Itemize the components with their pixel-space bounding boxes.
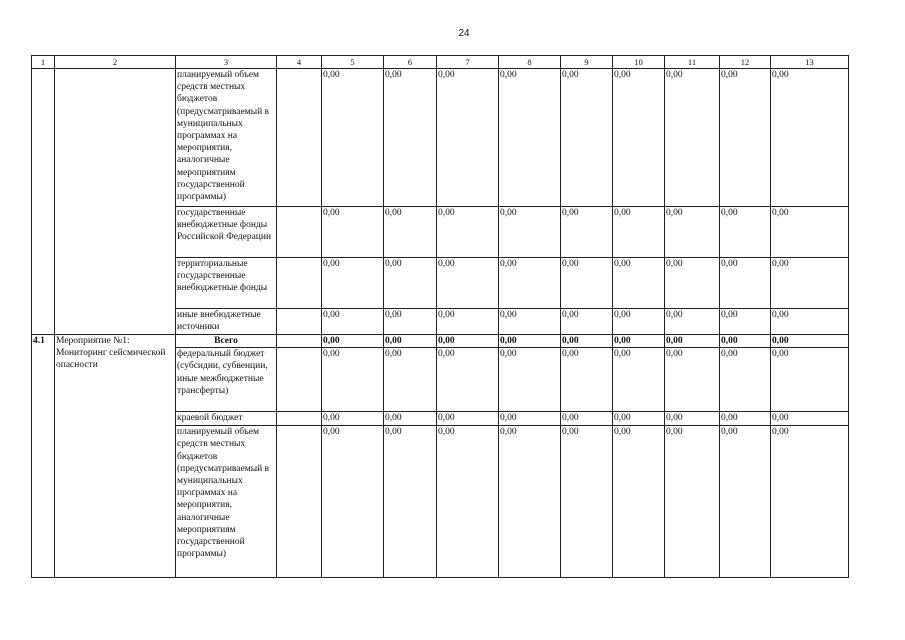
value-cell	[277, 335, 322, 348]
value-cell: 0,00	[561, 412, 613, 426]
value-cell: 0,00	[499, 412, 561, 426]
value-cell: 0,00	[613, 207, 665, 258]
value-cell: 0,00	[499, 335, 561, 348]
value-cell: 0,00	[613, 348, 665, 412]
value-cell: 0,00	[499, 348, 561, 412]
value-cell: 0,00	[499, 258, 561, 309]
value-cell: 0,00	[322, 412, 384, 426]
value-cell: 0,00	[771, 348, 849, 412]
value-cell: 0,00	[720, 309, 771, 335]
column-header: 9	[561, 56, 613, 69]
value-cell: 0,00	[384, 348, 437, 412]
value-cell: 0,00	[384, 207, 437, 258]
value-cell: 0,00	[437, 426, 499, 578]
value-cell: 0,00	[437, 258, 499, 309]
value-cell: 0,00	[613, 309, 665, 335]
funding-source-cell: планируемый объем средств местных бюджетов (предусматриваемый в муниципальных программах на мероприятия, аналогичные мероприятиям государственной программы)	[176, 69, 277, 207]
value-cell	[277, 348, 322, 412]
value-cell: 0,00	[561, 258, 613, 309]
value-cell: 0,00	[720, 258, 771, 309]
value-cell: 0,00	[665, 309, 720, 335]
value-cell: 0,00	[499, 426, 561, 578]
value-cell: 0,00	[384, 335, 437, 348]
value-cell: 0,00	[613, 69, 665, 207]
funding-source-cell: государственные внебюджетные фонды Российской Федерации	[176, 207, 277, 258]
value-cell	[277, 258, 322, 309]
value-cell: 0,00	[720, 335, 771, 348]
value-cell: 0,00	[437, 412, 499, 426]
value-cell: 0,00	[384, 412, 437, 426]
funding-source-cell: территориальные государственные внебюджетные фонды	[176, 258, 277, 309]
value-cell: 0,00	[322, 426, 384, 578]
value-cell: 0,00	[771, 258, 849, 309]
value-cell: 0,00	[665, 207, 720, 258]
measure-title-cell: Мероприятие №1: Мониторинг сейсмической опасности	[55, 335, 176, 578]
value-cell: 0,00	[437, 69, 499, 207]
value-cell: 0,00	[384, 426, 437, 578]
total-row	[32, 335, 849, 348]
value-cell: 0,00	[384, 69, 437, 207]
value-cell: 0,00	[613, 426, 665, 578]
value-cell: 0,00	[613, 335, 665, 348]
value-cell: 0,00	[437, 207, 499, 258]
column-header: 3	[176, 56, 277, 69]
value-cell: 0,00	[771, 207, 849, 258]
value-cell: 0,00	[561, 348, 613, 412]
value-cell: 0,00	[665, 258, 720, 309]
value-cell: 0,00	[384, 309, 437, 335]
value-cell	[277, 426, 322, 578]
total-label: Всего	[176, 335, 277, 348]
value-cell: 0,00	[665, 426, 720, 578]
column-header: 12	[720, 56, 771, 69]
value-cell: 0,00	[665, 335, 720, 348]
column-header: 7	[437, 56, 499, 69]
value-cell: 0,00	[665, 412, 720, 426]
value-cell: 0,00	[720, 426, 771, 578]
column-header: 4	[277, 56, 322, 69]
value-cell: 0,00	[720, 412, 771, 426]
funding-source-cell: иные внебюджетные источники	[176, 309, 277, 335]
value-cell: 0,00	[499, 309, 561, 335]
value-cell: 0,00	[613, 412, 665, 426]
value-cell: 0,00	[561, 69, 613, 207]
value-cell: 0,00	[322, 348, 384, 412]
value-cell: 0,00	[561, 426, 613, 578]
column-number-row	[32, 56, 849, 69]
value-cell: 0,00	[665, 69, 720, 207]
value-cell: 0,00	[771, 412, 849, 426]
value-cell: 0,00	[561, 309, 613, 335]
value-cell: 0,00	[322, 309, 384, 335]
value-cell: 0,00	[499, 207, 561, 258]
table-row	[32, 69, 849, 207]
budget-table	[31, 55, 849, 578]
value-cell: 0,00	[720, 207, 771, 258]
column-header: 1	[32, 56, 55, 69]
value-cell: 0,00	[322, 69, 384, 207]
value-cell: 0,00	[384, 258, 437, 309]
value-cell: 0,00	[322, 335, 384, 348]
column-header: 13	[771, 56, 849, 69]
value-cell: 0,00	[613, 258, 665, 309]
column-header: 8	[499, 56, 561, 69]
value-cell: 0,00	[720, 348, 771, 412]
funding-source-cell: федеральный бюджет (субсидии, субвенции, иные межбюджетные трансферты)	[176, 348, 277, 412]
value-cell: 0,00	[437, 309, 499, 335]
funding-source-cell: краевой бюджет	[176, 412, 277, 426]
value-cell: 0,00	[771, 426, 849, 578]
value-cell: 0,00	[561, 335, 613, 348]
funding-source-cell: планируемый объем средств местных бюджетов (предусматриваемый в муниципальных программах на мероприятия, аналогичные мероприятиям государственной программы)	[176, 426, 277, 578]
row-number-cell: 4.1	[32, 335, 55, 578]
column-header: 5	[322, 56, 384, 69]
value-cell: 0,00	[322, 258, 384, 309]
column-header: 6	[384, 56, 437, 69]
row-number-cell	[32, 69, 55, 335]
value-cell: 0,00	[322, 207, 384, 258]
value-cell: 0,00	[771, 309, 849, 335]
value-cell: 0,00	[561, 207, 613, 258]
value-cell	[277, 207, 322, 258]
value-cell: 0,00	[499, 69, 561, 207]
value-cell: 0,00	[437, 348, 499, 412]
value-cell: 0,00	[665, 348, 720, 412]
value-cell	[277, 69, 322, 207]
column-header: 11	[665, 56, 720, 69]
value-cell: 0,00	[771, 335, 849, 348]
measure-title-cell	[55, 69, 176, 335]
value-cell: 0,00	[720, 69, 771, 207]
value-cell: 0,00	[437, 335, 499, 348]
value-cell	[277, 412, 322, 426]
page-number: 24	[458, 28, 470, 39]
value-cell	[277, 309, 322, 335]
column-header: 10	[613, 56, 665, 69]
column-header: 2	[55, 56, 176, 69]
value-cell: 0,00	[771, 69, 849, 207]
